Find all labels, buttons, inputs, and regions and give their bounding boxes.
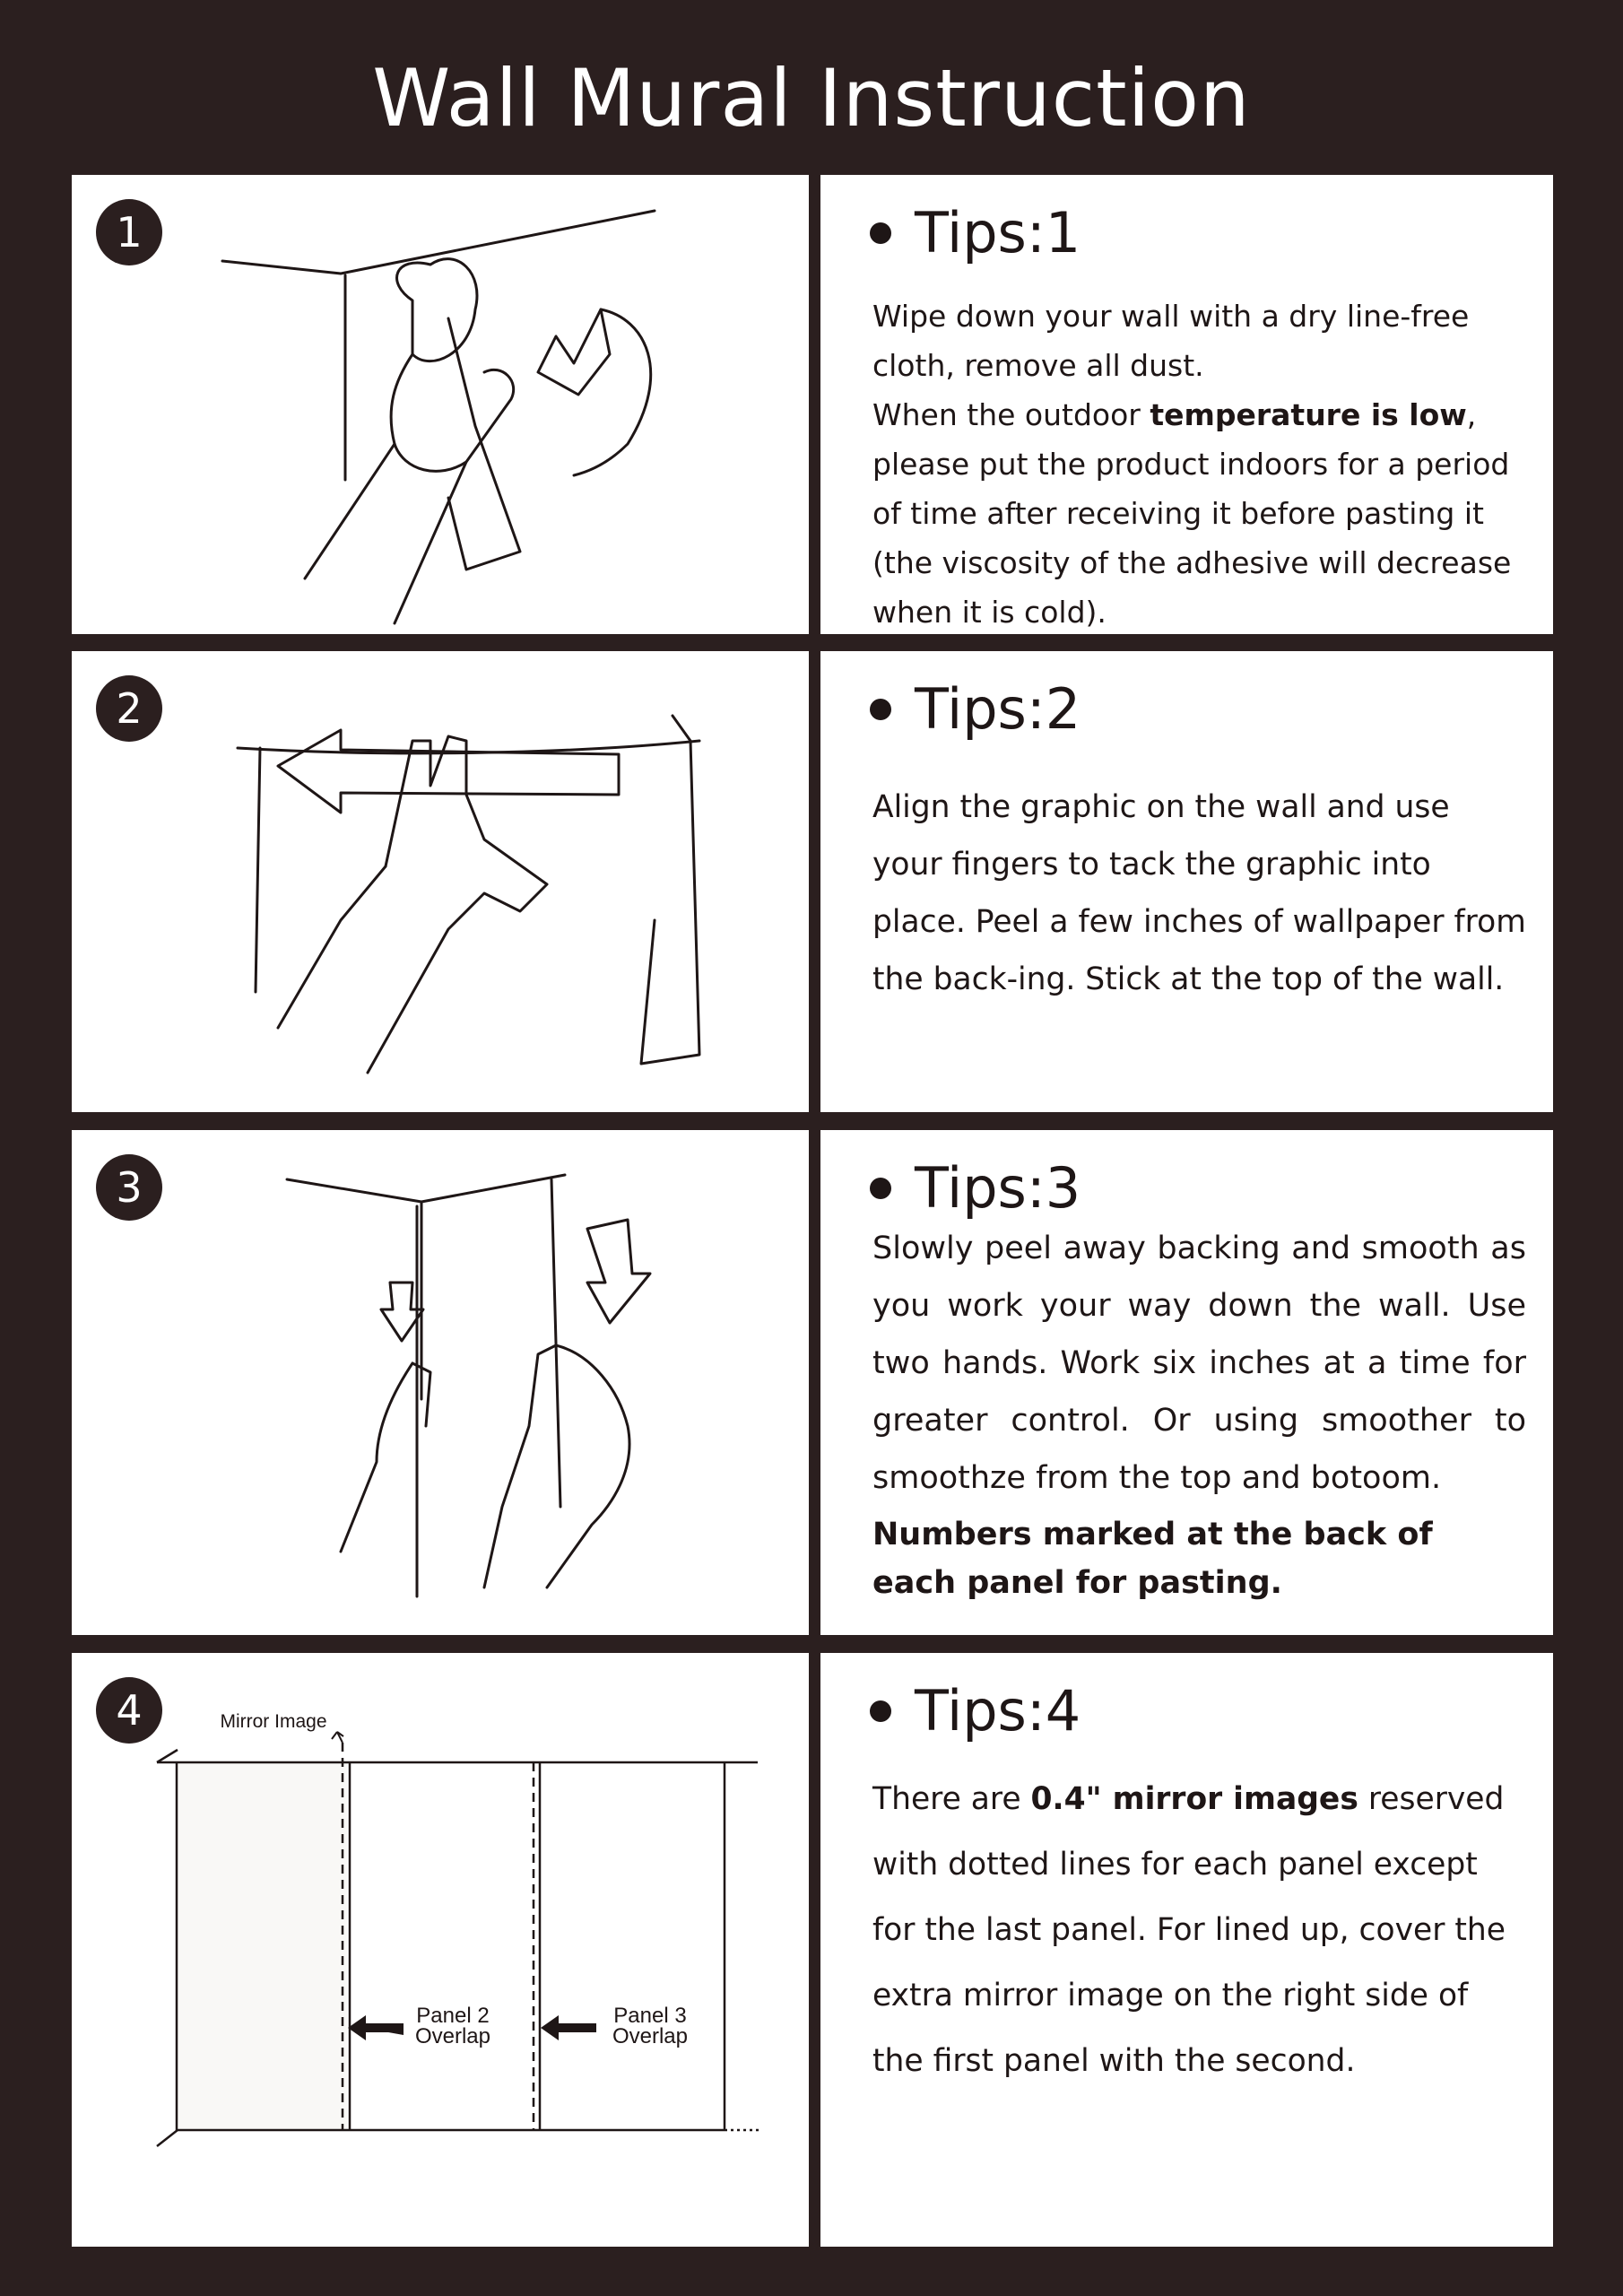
align-graphic-illustration [72,651,809,1112]
peel-backing-illustration [72,1130,809,1635]
text-segment: , please put the product indoors for a period of time after receiving it before pasting it (the viscosity of the adhesive will decrease when it is cold). [872,397,1512,630]
step-number-badge: 4 [96,1677,162,1744]
text-segment: There are [872,1781,1031,1817]
step-1-tips-panel [820,175,1553,634]
overlap-label: Overlap [612,2024,689,2048]
step-number-badge: 1 [96,199,162,265]
wipe-wall-illustration [72,175,809,634]
step-number-badge: 3 [96,1154,162,1221]
tips-title: Tips:1 [915,200,1081,265]
bullet-icon [870,1178,891,1199]
step-3-illustration-panel [72,1130,809,1635]
bullet-icon [870,1700,891,1722]
tips-text-bold: Numbers marked at the back of each panel for pasting. [872,1517,1433,1601]
text-segment: reserved with dotted lines for each panel except for the last panel. For lined up, cover the extra mirror image on the right side of the first panel with the second. [872,1781,1506,2079]
text-segment: When the outdoor [872,397,1150,432]
bold-text-segment: 0.4" mirror images [1030,1781,1358,1817]
tips-text-line [872,390,1526,634]
tips-text [872,291,1526,634]
panel-overlap-diagram [72,1653,809,2247]
tips-heading [870,674,1081,745]
tips-text-main: Slowly peel away backing and smooth as you work your way down the wall. Use two hands. Work six inches at a time for greater control. Or using smoother to smoothze from the top and botoom. [872,1231,1526,1496]
bullet-icon [870,222,891,244]
tips-text-line: Wipe down your wall with a dry line-free cloth, remove all dust. [872,299,1470,383]
step-4-illustration-panel [72,1653,809,2247]
tips-title: Tips:3 [915,1155,1081,1221]
bullet-icon [870,699,891,720]
mirror-image-label: Mirror Image [220,1711,327,1732]
bold-text-segment: temperature is low [1150,397,1467,432]
step-number-badge: 2 [96,675,162,742]
tips-heading [870,1152,1081,1224]
panel-3-label: Panel 3 [613,2004,687,2028]
panel-2-label: Panel 2 [416,2004,490,2028]
tips-heading [870,1675,1081,1747]
overlap-label: Overlap [414,2024,491,2048]
page-title: Wall Mural Instruction [372,52,1251,144]
step-1-illustration-panel [72,175,809,634]
tips-heading [870,197,1081,269]
tips-title: Tips:4 [915,1678,1081,1744]
step-3-tips-panel [820,1130,1553,1635]
tips-text [872,1767,1526,2094]
tips-title: Tips:2 [915,676,1081,742]
tips-text [872,1220,1526,1607]
step-2-tips-panel [820,651,1553,1112]
tips-text: Align the graphic on the wall and use your fingers to tack the graphic into place. Peel a few inches of wallpaper from the back-ing. Stick at the top of the wall. [872,789,1526,997]
step-2-illustration-panel [72,651,809,1112]
step-4-tips-panel [820,1653,1553,2247]
